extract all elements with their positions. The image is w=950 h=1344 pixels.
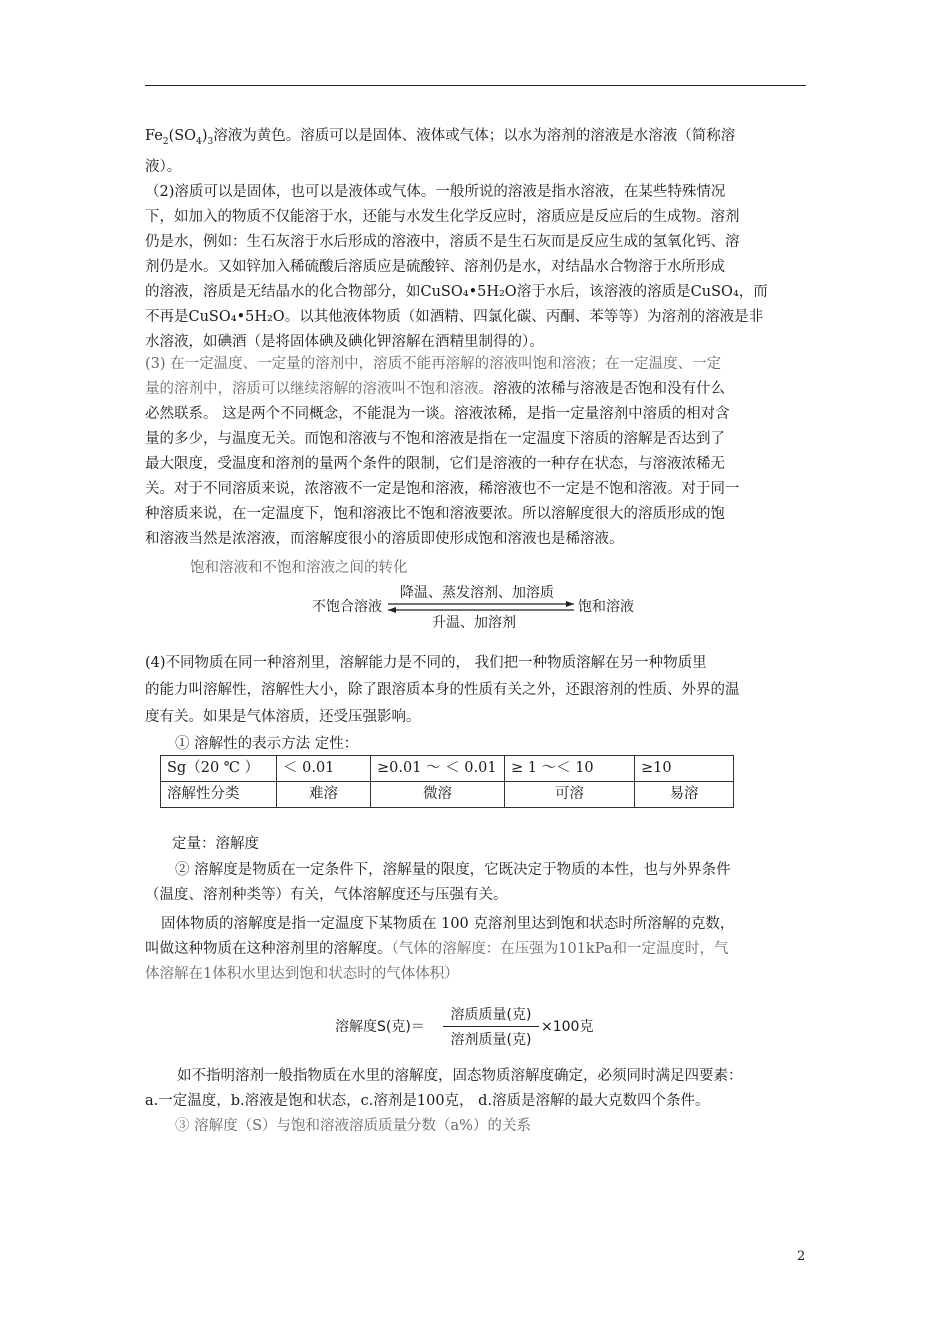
formula-rhs: ×100克: [541, 1019, 594, 1035]
paragraph-3-line: 关。对于不同溶质来说，浓溶液不一定是饱和溶液，稀溶液也不一定是不饱和溶液。对于同一: [145, 481, 740, 497]
table-cell: 溶解性分类: [161, 782, 277, 808]
formula-lhs: 溶解度S(克)＝: [335, 1019, 425, 1035]
paragraph-3-line: 种溶质来说，在一定温度下，饱和溶液比不饱和溶液要浓。所以溶解度很大的溶质形成的饱: [145, 506, 725, 522]
paragraph-2-line: 下，如加入的物质不仅能溶于水，还能与水发生化学反应时，溶质应是反应后的生成物。溶剂: [145, 209, 740, 225]
table-row: [161, 756, 734, 782]
conditions-line-2: a.一定温度，b.溶液是饱和状态，c.溶剂是100克， d.溶质是溶解的最大克数四个条件。: [145, 1093, 710, 1109]
to-unsaturated-conditions: 升温、加溶剂: [432, 615, 516, 631]
paragraph-3-definition: (3) 在一定温度、一定量的溶剂中，溶质不能再溶解的溶液叫饱和溶液；在一定温度、一定: [145, 356, 722, 372]
forward-arrowhead: [566, 601, 574, 607]
solid-solubility-definition: [145, 912, 813, 987]
table-cell: ＜ 0.01: [277, 756, 371, 782]
paragraph-3: [145, 352, 807, 552]
item-3: ③ 溶解度（S）与饱和溶液溶质质量分数（a%）的关系: [175, 1118, 531, 1134]
paragraph-2-line: （2)溶质可以是固体，也可以是液体或气体。一般所说的溶液是指水溶液，在某些特殊情况: [145, 184, 726, 200]
backward-arrowhead: [388, 607, 396, 613]
paragraph-4-line: 的能力叫溶解性，溶解性大小，除了跟溶质本身的性质有关之外，还跟溶剂的性质、外界的温: [145, 682, 740, 698]
table-cell: ≥ 1 ～＜ 10: [505, 756, 635, 782]
paragraph-4: [145, 650, 807, 731]
header-rule: [145, 85, 806, 86]
paragraph-2-line: 水溶液，如碘酒（是将固体碘及碘化钾溶解在酒精里制得的）。: [145, 334, 544, 350]
paragraph-3-text: 溶液的浓稀与溶液是否饱和没有什么: [493, 381, 725, 397]
item-2: [145, 858, 807, 908]
conditions-note: [145, 1064, 815, 1114]
gas-solubility-note: （气体的溶解度：在压强为101kPa和一定温度时，气: [391, 941, 729, 957]
table-cell: Sg（20 ℃ ）: [161, 756, 277, 782]
paragraph-1-line-1: [145, 124, 807, 155]
paragraph-4-line: 度有关。如果是气体溶质，还受压强影响。: [145, 709, 421, 725]
paragraph-3-line: 最大限度，受温度和溶剂的量两个条件的限制，它们是溶液的一种存在状态，与溶液浓稀无: [145, 456, 725, 472]
solubility-table: [160, 755, 734, 808]
paragraph-4-line: (4)不同物质在同一种溶剂里，溶解能力是不同的， 我们把一种物质溶解在另一种物质里: [145, 655, 707, 671]
quantitative-label: 定量：溶解度: [172, 836, 259, 852]
item-2-line: ② 溶解度是物质在一定条件下，溶解量的限度，它既决定于物质的本性，也与外界条件: [175, 862, 731, 878]
paragraph-3-line: 和溶液当然是浓溶液，而溶解度很小的溶质即使形成饱和溶液也是稀溶液。: [145, 531, 624, 547]
paragraph-3-line: 量的多少，与温度无关。而饱和溶液与不饱和溶液是指在一定温度下溶质的溶解是否达到了: [145, 431, 725, 447]
paragraph-3-definition-cont: 量的溶剂中，溶质可以继续溶解的溶液叫不饱和溶液。: [145, 381, 493, 397]
table-cell: ≥10: [635, 756, 734, 782]
page-number: 2: [797, 1249, 806, 1264]
fe2so43-formula: $Fe_2(SO_4)_3$: [145, 128, 214, 147]
conversion-title: 饱和溶液和不饱和溶液之间的转化: [190, 560, 408, 576]
conditions-line-1: 如不指明溶剂一般指物质在水里的溶解度，固态物质溶解度确定，必须同时满足四要素：: [177, 1068, 743, 1084]
paragraph-2: [145, 180, 807, 355]
to-saturated-conditions: 降温、蒸发溶剂、加溶质: [400, 585, 554, 601]
table-row: [161, 782, 734, 808]
table-cell: 微溶: [371, 782, 505, 808]
item-1: ① 溶解性的表示方法 定性：: [175, 736, 359, 752]
gas-solubility-note-cont: 体溶解在1体积水里达到饱和状态时的气体体积）: [145, 966, 459, 982]
paragraph-2-line: 仍是水，例如：生石灰溶于水后形成的溶液中，溶质不是生石灰而是反应生成的氢氧化钙、溶: [145, 234, 740, 250]
paragraph-1-line-1-text: 溶液为黄色。溶质可以是固体、液体或气体；以水为溶剂的溶液是水溶液（简称溶: [213, 128, 736, 144]
saturated-solution-label: 饱和溶液: [578, 599, 634, 615]
paragraph-2-line: 的溶液，溶质是无结晶水的化合物部分，如CuSO₄•5H₂O溶于水后，该溶液的溶质是CuSO₄，而: [145, 284, 768, 300]
paragraph-1-line-2: 液）。: [145, 158, 182, 175]
paragraph-2-line: 不再是CuSO₄•5H₂O。以其他液体物质（如酒精、四氯化碳、丙酮、苯等等）为溶剂的溶液是非: [145, 309, 764, 325]
table-cell: 可溶: [505, 782, 635, 808]
item-2-line: （温度、溶剂种类等）有关，气体溶解度还与压强有关。: [145, 887, 508, 903]
table-cell: ≥0.01 ～ ＜ 0.01: [371, 756, 505, 782]
conversion-diagram: [300, 582, 650, 630]
formula-denominator: 溶剂质量(克): [450, 1032, 532, 1048]
unsaturated-solution-label: 不饱合溶液: [312, 599, 382, 615]
solid-line: 叫做这种物质在这种溶剂里的溶解度。: [145, 941, 392, 957]
paragraph-2-line: 剂仍是水。又如锌加入稀硫酸后溶质应是硫酸锌、溶剂仍是水，对结晶水合物溶于水所形成: [145, 259, 725, 275]
formula-numerator: 溶质质量(克): [443, 1004, 539, 1027]
formula-fraction: [443, 1004, 539, 1049]
paragraph-1: [145, 124, 807, 180]
solid-line: 固体物质的溶解度是指一定温度下某物质在 100 克溶剂里达到饱和状态时所溶解的克数，: [161, 916, 735, 932]
table-cell: 易溶: [635, 782, 734, 808]
paragraph-3-line: 必然联系。 这是两个不同概念，不能混为一谈。溶液浓稀，是指一定量溶剂中溶质的相对含: [145, 406, 730, 422]
table-cell: 难溶: [277, 782, 371, 808]
